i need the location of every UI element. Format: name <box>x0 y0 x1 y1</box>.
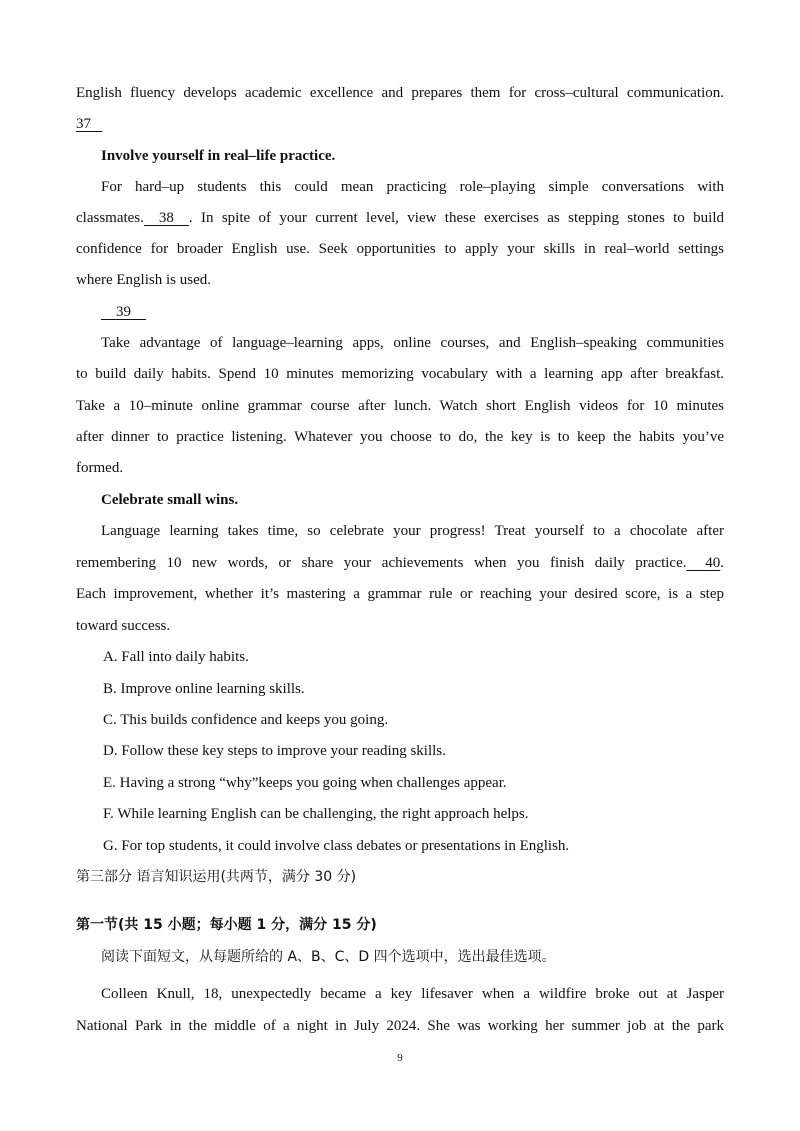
option-a: A. Fall into daily habits. <box>103 649 249 665</box>
part3-title: 第三部分 语言知识运用(共两节，满分 30 分) <box>76 869 357 885</box>
blank-39 <box>101 302 724 322</box>
para-practice-line-4: where English is used. <box>76 272 211 288</box>
para-practice-line-3: confidence for broader English use. Seek opportunities to apply your skills in real–world settings <box>76 241 724 257</box>
cloze-line-1: Colleen Knull, 18, unexpectedly became a key lifesaver when a wildfire broke out at Jasper <box>101 986 724 1002</box>
blank-39-number: 39 <box>116 304 131 320</box>
para-celebrate-line-3: Each improvement, whether it’s mastering a grammar rule or reaching your desired score, is a step <box>76 586 724 602</box>
option-c: C. This builds confidence and keeps you going. <box>103 712 389 728</box>
para-habits-line-5: formed. <box>76 460 124 476</box>
para-habits-line-3: Take a 10–minute online grammar course after lunch. Watch short English videos for 10 minutes <box>76 398 724 414</box>
para-habits-line-2: to build daily habits. Spend 10 minutes memorizing vocabulary with a learning app after breakfast. <box>76 366 724 382</box>
para-celebrate-line-2: remembering 10 new words, or share your achievements when you finish daily practice. 40. <box>76 555 724 571</box>
para-practice-line-1: For hard–up students this could mean practicing role–playing simple conversations with <box>101 179 724 195</box>
cloze-line-2: National Park in the middle of a night in July 2024. She was working her summer job at the park <box>76 1018 724 1034</box>
para-practice-line-2: classmates. 38 . In spite of your current level, view these exercises as stepping stones to build <box>76 210 724 226</box>
heading-celebrate: Celebrate small wins. <box>101 492 239 508</box>
para-celebrate-line-4: toward success. <box>76 618 171 634</box>
option-d: D. Follow these key steps to improve your reading skills. <box>103 743 446 759</box>
para-habits-line-4: after dinner to practice listening. Whatever you choose to do, the key is to keep the habits you’ve <box>76 429 724 445</box>
para-habits-line-1: Take advantage of language–learning apps, online courses, and English–speaking communities <box>101 335 724 351</box>
blank-38: 38 <box>158 210 174 226</box>
instructions: 阅读下面短文，从每题所给的 A、B、C、D 四个选项中，选出最佳选项。 <box>101 949 556 965</box>
blank-37 <box>76 114 724 134</box>
blank-40: 40 <box>705 555 721 571</box>
section1-title: 第一节(共 15 小题；每小题 1 分，满分 15 分) <box>76 917 377 933</box>
page-number: 9 <box>397 1052 403 1064</box>
option-b: B. Improve online learning skills. <box>103 681 305 697</box>
para-celebrate-line-1: Language learning takes time, so celebrate your progress! Treat yourself to a chocolate after <box>101 523 724 539</box>
heading-practice: Involve yourself in real–life practice. <box>101 148 336 164</box>
option-e: E. Having a strong “why”keeps you going when challenges appear. <box>103 775 507 791</box>
option-g: G. For top students, it could involve class debates or presentations in English. <box>103 838 570 854</box>
blank-37-number: 37 <box>76 116 91 132</box>
option-f: F. While learning English can be challenging, the right approach helps. <box>103 806 529 822</box>
continuation-line: English fluency develops academic excellence and prepares them for cross–cultural communication. <box>76 85 724 101</box>
